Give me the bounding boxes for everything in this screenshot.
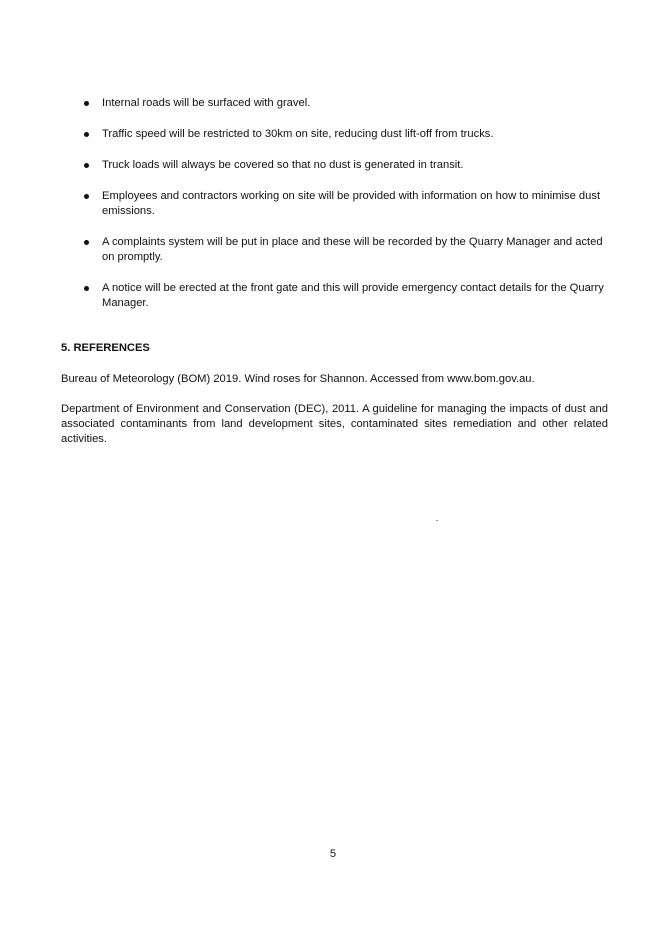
bullet-icon <box>84 286 89 291</box>
list-item-text: Employees and contractors working on site will be provided with information on how to minimise dust emissions. <box>102 190 601 217</box>
bullet-icon <box>84 163 89 168</box>
list-item <box>80 189 610 219</box>
scan-speck <box>436 520 438 521</box>
bullet-icon <box>84 240 89 245</box>
bullet-icon <box>84 194 89 199</box>
list-item-text: Traffic speed will be restricted to 30km on site, reducing dust lift-off from trucks. <box>102 128 494 140</box>
list-item-text: A notice will be erected at the front gate and this will provide emergency contact details for the Quarry Manager. <box>102 282 604 309</box>
bullet-icon <box>84 132 89 137</box>
list-item <box>80 127 610 142</box>
reference-entry: Bureau of Meteorology (BOM) 2019. Wind roses for Shannon. Accessed from www.bom.gov.au. <box>61 373 535 385</box>
references-heading: 5. REFERENCES <box>61 342 150 354</box>
reference-entry: Department of Environment and Conservation (DEC), 2011. A guideline for managing the impacts of dust and associated contaminants from land development sites, contaminated sites remediation and other related activities. <box>61 403 608 445</box>
dust-control-measures-list <box>80 96 610 327</box>
list-item <box>80 96 610 111</box>
page-number: 5 <box>329 848 337 860</box>
list-item-text: Internal roads will be surfaced with gravel. <box>102 97 311 109</box>
list-item <box>80 281 610 311</box>
list-item <box>80 235 610 265</box>
list-item-text: Truck loads will always be covered so that no dust is generated in transit. <box>102 159 464 171</box>
list-item-text: A complaints system will be put in place and these will be recorded by the Quarry Manager and acted on promptly. <box>102 236 603 263</box>
list-item <box>80 158 610 173</box>
bullet-icon <box>84 101 89 106</box>
